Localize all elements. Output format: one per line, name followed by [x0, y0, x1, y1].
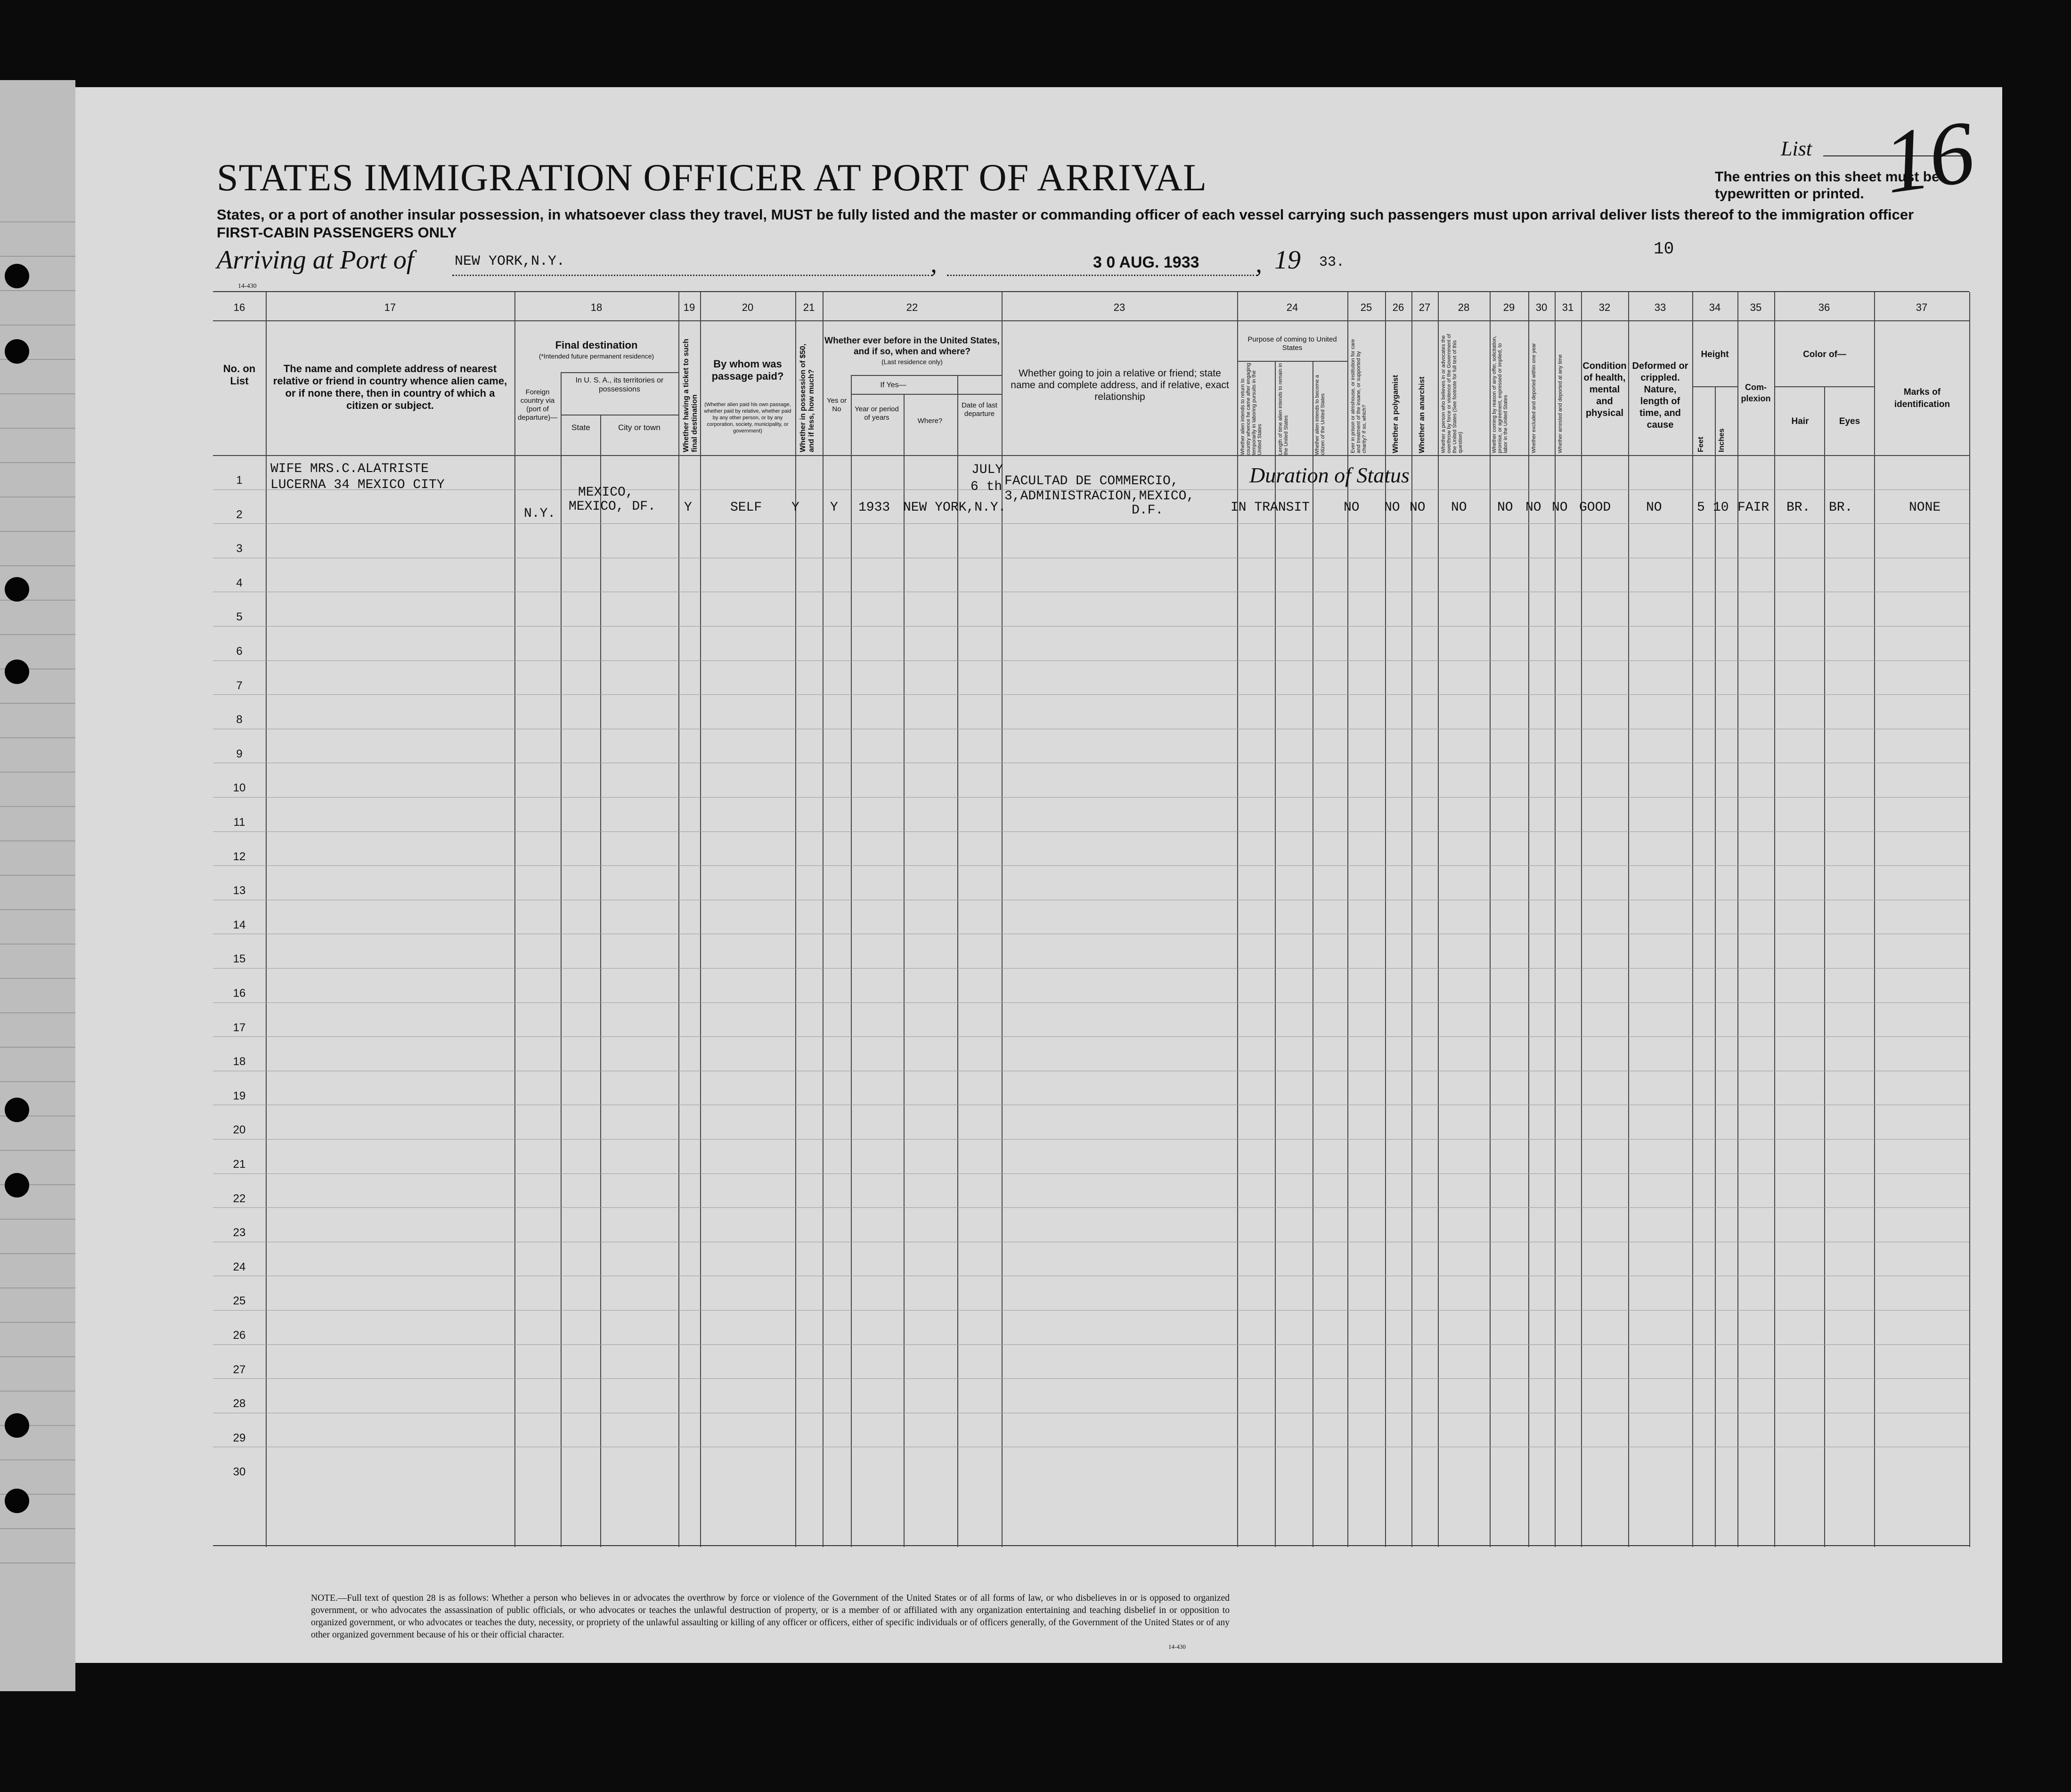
row-rule [213, 1139, 1969, 1140]
header-purpose-citizen: Whether alien intends to become a citizen of the United States [1314, 375, 1326, 455]
relative-address: LUCERNA 34 MEXICO CITY [270, 478, 445, 492]
row-rule [213, 1173, 1969, 1174]
row-number: 6 [236, 645, 243, 658]
year-value: 1933 [858, 500, 890, 515]
row-number: 23 [233, 1226, 246, 1239]
binder-rule [0, 565, 75, 566]
arrival-date: 3 0 AUG. 1933 [1093, 253, 1199, 271]
row-rule [213, 968, 1969, 969]
binder-rule [0, 909, 75, 910]
column-number: 29 [1503, 301, 1515, 313]
row-number: 16 [233, 987, 246, 1000]
row-rule [213, 797, 1969, 798]
punch-hole [5, 1489, 29, 1513]
punch-hole [5, 1173, 29, 1197]
header-hair: Hair [1791, 416, 1809, 426]
relative-name: WIFE MRS.C.ALATRISTE [270, 462, 429, 476]
column-number: 25 [1360, 301, 1372, 313]
comma: , [1256, 249, 1262, 278]
binder-rule [0, 944, 75, 945]
row-number: 29 [233, 1431, 246, 1444]
punch-hole [5, 660, 29, 684]
binder-rule [0, 737, 75, 738]
header-purpose: Purpose of coming to United States [1247, 335, 1337, 352]
row-number: 2 [236, 508, 243, 521]
year-suffix: 33. [1319, 254, 1345, 270]
header-state: State [571, 423, 590, 432]
column-rule [1774, 292, 1775, 1547]
column-rule [1737, 292, 1738, 1547]
row-number: 28 [233, 1397, 246, 1410]
form-code: 14-430 [238, 283, 257, 290]
list-note: The entries on this sheet must be typewritten or printed. [1715, 169, 1940, 202]
joining-line-1: FACULTAD DE COMMERCIO, [1004, 474, 1179, 489]
column-rule [266, 292, 267, 1547]
column-rule [1237, 292, 1238, 1547]
row-number: 3 [236, 542, 243, 555]
header-subrule [851, 394, 1002, 395]
column-number: 32 [1598, 301, 1611, 313]
header-deported: Whether arrested and deported at any time [1557, 354, 1563, 453]
labor-value: NO [1497, 500, 1513, 515]
header-purpose-return: Whether alien intends to return to country whence he came after engaging temporarily in laboring pursuits in the United States [1240, 363, 1263, 455]
binder-rule [0, 221, 75, 222]
binder-rule [0, 703, 75, 704]
header-purpose-length: Length of time alien intends to remain in the United States [1278, 363, 1289, 455]
row-number: 30 [233, 1466, 246, 1479]
joining-line-3: D.F. [1132, 503, 1164, 518]
column-rule [1438, 292, 1439, 1547]
joining-line-2: 3,ADMINISTRACION,MEXICO, [1004, 489, 1195, 504]
instruction-line: States, or a port of another insular possession, in whatsoever class they travel, MUST be fully listed and the master or commanding officer of each vessel carrying such passengers must upon arrival deliver lists thereof to the immigration officer [217, 206, 1914, 223]
header-prison: Ever in prison or almshouse, or institution for care and treatment of the insane, or supported by charity? If so, which? [1350, 339, 1367, 453]
header-health: Condition of health, mental and physical [1582, 361, 1627, 418]
health-value: GOOD [1579, 500, 1611, 515]
header-overthrow: Whether a person who believes in or advocates the overthrow by force or violence of the Government of the United States (See footnote for full text of this question) [1441, 334, 1463, 453]
subcolumn-rule [904, 394, 905, 1547]
footnote: NOTE.—Full text of question 28 is as follows: Whether a person who believes in or advocates the overthrow by force or violence of the Government of the United States or of all forms of law, or who disbelieves in or is opposed to organized government, or who advocates the assassination of public officials, or who advocates or teaches the unlawful destruction of property, or is a member of or affiliated with any organization entertaining and teaching disbelief in or opposition to organized government, or who advocates or teaches the duty, necessity, or propriety of the unlawful assaulting or killing of any officer or officers, either of specific individuals or of officers generally, of the Government of the United States or of any other organized government because of his or their official character. [311, 1593, 1230, 1640]
subcolumn-rule [851, 375, 852, 1547]
header-feet: Feet [1697, 437, 1705, 452]
binder-rule [0, 325, 75, 326]
fifty-dollars-value: Y [791, 500, 799, 515]
binder-rule [0, 1563, 75, 1564]
last-departure-day: 6 th [970, 480, 1003, 494]
column-number: 21 [803, 301, 815, 313]
feet-value: 5 [1697, 500, 1705, 515]
row-number: 10 [233, 782, 246, 795]
header-ever-in-us: Whether ever before in the United States, and if so, when and where? [824, 336, 1000, 357]
destination-city: MEXICO, DF. [569, 499, 656, 514]
inches-value: 10 [1713, 500, 1729, 515]
header-marks: Marks of identification [1894, 387, 1950, 409]
column-number: 28 [1458, 301, 1470, 313]
year-prefix: 19 [1274, 245, 1301, 275]
column-rule [1692, 292, 1693, 1547]
purpose-handwritten: Duration of Status [1249, 463, 1410, 487]
binder-rule [0, 772, 75, 773]
row-number: 26 [233, 1329, 246, 1342]
subcolumn-rule [561, 372, 562, 1547]
header-if-yes: If Yes— [880, 381, 906, 389]
column-number: 23 [1113, 301, 1125, 313]
destination-country: MEXICO, [578, 485, 634, 500]
port-underline [452, 275, 933, 276]
header-polygamist: Whether a polygamist [1392, 375, 1400, 453]
binder-rule [0, 1150, 75, 1151]
binder-rule [0, 1459, 75, 1460]
row-number: 24 [233, 1260, 246, 1273]
row-number: 8 [236, 713, 243, 726]
header-deformed: Deformed or crippled. Nature, length of time, and cause [1632, 361, 1688, 430]
binder-rule [0, 634, 75, 635]
binder-rule [0, 978, 75, 979]
manifest-table [213, 291, 1969, 1546]
row-number: 20 [233, 1124, 246, 1137]
header-excluded: Whether excluded and deported within one year [1531, 343, 1537, 453]
binder-rule [0, 1047, 75, 1048]
row-number: 18 [233, 1055, 246, 1068]
row-number: 7 [236, 679, 243, 692]
polygamist-value: NO [1384, 500, 1400, 515]
column-rule [514, 292, 515, 1547]
binder-rule [0, 1253, 75, 1254]
ever-in-us-value: Y [830, 500, 838, 515]
binder-rule [0, 840, 75, 841]
row-number: 14 [233, 918, 246, 931]
binder-rule [0, 393, 75, 394]
header-final-destination: Final destination [555, 339, 638, 351]
marks-value: NONE [1909, 500, 1941, 515]
subcolumn-rule [1715, 386, 1716, 1547]
header-color-of: Color of— [1803, 350, 1846, 359]
row-number: 11 [233, 816, 245, 829]
punch-hole [5, 577, 29, 602]
row-rule [213, 1207, 1969, 1208]
row-number: 17 [233, 1021, 246, 1034]
row-number: 22 [233, 1192, 246, 1205]
row-number: 13 [233, 884, 246, 897]
column-number: 30 [1535, 301, 1548, 313]
header-subrule [1692, 386, 1737, 387]
header-complexion: Com- plexion [1741, 383, 1771, 403]
purpose-value: IN TRANSIT [1231, 500, 1310, 515]
column-rule [1490, 292, 1491, 1547]
header-subrule [1237, 361, 1347, 362]
punch-hole [5, 264, 29, 288]
header-in-usa: In U. S. A., its territories or possessions [575, 376, 664, 393]
header-yes-no: Yes or No [827, 397, 847, 413]
header-subrule [561, 372, 678, 373]
header-foreign-country: Foreign country via (port of departure)— [517, 388, 558, 422]
binder-rule [0, 462, 75, 463]
header-no-on-list: No. on List [223, 363, 256, 387]
row-number: 27 [233, 1363, 246, 1376]
column-number: 22 [906, 301, 918, 313]
row-number: 9 [236, 747, 243, 760]
row-number: 21 [233, 1158, 246, 1171]
header-where: Where? [917, 417, 943, 425]
header-height: Height [1701, 350, 1729, 359]
binder-rule [0, 1219, 75, 1220]
header-last-departure: Date of last departure [962, 401, 997, 418]
column-number: 36 [1818, 301, 1830, 313]
binder-rule [0, 1528, 75, 1529]
binder-rule [0, 1287, 75, 1288]
header-inches: Inches [1718, 428, 1726, 452]
header-final-destination-note: (*Intended future permanent residence) [538, 352, 654, 360]
header-rule [213, 320, 1969, 321]
cabin-class-line: FIRST-CABIN PASSENGERS ONLY [217, 224, 457, 241]
row-rule [213, 1378, 1969, 1379]
row-rule [213, 523, 1969, 524]
binder-rule [0, 1322, 75, 1323]
column-rule [1581, 292, 1582, 1547]
row-rule [213, 1002, 1969, 1003]
hair-value: BR. [1786, 500, 1810, 515]
column-rule [1528, 292, 1529, 1547]
subcolumn-rule [600, 415, 601, 1547]
column-rule [823, 292, 824, 1547]
port-value: NEW YORK,N.Y. [455, 253, 565, 269]
column-number: 19 [683, 301, 695, 313]
punch-hole [5, 1413, 29, 1438]
header-joining: Whether going to join a relative or friend; state name and complete address, and if relative, exact relationship [1011, 368, 1229, 402]
column-rule [795, 292, 796, 1547]
column-number: 26 [1392, 301, 1404, 313]
column-rule [678, 292, 679, 1547]
row-rule [213, 660, 1969, 661]
row-number: 5 [236, 611, 243, 624]
row-number: 12 [233, 850, 246, 863]
binder-rule [0, 875, 75, 876]
punch-hole [5, 1098, 29, 1122]
date-underline [947, 275, 1258, 276]
comma: , [930, 249, 937, 278]
header-rule [213, 455, 1969, 456]
column-rule [1969, 292, 1970, 1547]
column-number: 17 [384, 301, 396, 313]
column-number: 27 [1419, 301, 1431, 313]
binder-strip [0, 80, 75, 1691]
binder-rule [0, 428, 75, 429]
list-number: 16 [1878, 102, 1981, 213]
header-subrule [1774, 386, 1874, 387]
row-rule [213, 1036, 1969, 1037]
binder-rule [0, 1356, 75, 1357]
column-number: 16 [233, 301, 245, 313]
binder-rule [0, 806, 75, 807]
punch-hole [5, 339, 29, 364]
column-number: 37 [1916, 301, 1928, 313]
binder-rule [0, 531, 75, 532]
header-passage-note: (Whether alien paid his own passage, whether paid by relative, whether paid by any other person, or by any corporation, society, municipality, or government) [704, 402, 791, 434]
header-anarchist: Whether an anarchist [1418, 376, 1426, 453]
binder-rule [0, 1012, 75, 1013]
foreign-port: N.Y. [524, 506, 556, 521]
arriving-label: Arriving at Port of [217, 245, 414, 275]
row-rule [213, 694, 1969, 695]
binder-rule [0, 290, 75, 291]
column-number: 34 [1709, 301, 1721, 313]
subcolumn-rule [1824, 386, 1825, 1547]
column-rule [1628, 292, 1629, 1547]
where-value: NEW YORK,N.Y. [903, 500, 1006, 515]
row-rule [213, 1310, 1969, 1311]
row-rule [213, 626, 1969, 627]
subcolumn-rule [957, 375, 958, 1547]
header-eyes: Eyes [1839, 416, 1860, 426]
header-passage-paid: By whom was passage paid? [711, 358, 784, 382]
header-relative-address: The name and complete address of nearest relative or friend in country whence alien came, or if none there, then in country of which a citizen or subject. [273, 363, 507, 411]
eyes-value: BR. [1829, 500, 1853, 515]
column-rule [1874, 292, 1875, 1547]
column-number: 35 [1750, 301, 1762, 313]
corner-mark: 10 [1654, 239, 1674, 259]
row-rule [213, 865, 1969, 866]
column-number: 33 [1654, 301, 1666, 313]
row-number: 15 [233, 953, 246, 966]
row-number: 1 [236, 474, 243, 487]
column-rule [1555, 292, 1556, 1547]
row-number: 25 [233, 1295, 246, 1308]
footnote-code: 14-430 [1168, 1643, 1186, 1650]
row-rule [213, 1344, 1969, 1345]
overthrow-value: NO [1451, 500, 1467, 515]
excluded-value: NO [1525, 500, 1541, 515]
row-number: 19 [233, 1089, 246, 1102]
ticket-value: Y [684, 500, 692, 515]
column-number: 18 [590, 301, 603, 313]
header-city: City or town [618, 423, 660, 432]
deported-value: NO [1552, 500, 1568, 515]
header-year: Year or period of years [855, 405, 899, 422]
binder-rule [0, 1391, 75, 1392]
column-rule [1411, 292, 1412, 1547]
prison-value: NO [1344, 500, 1360, 515]
row-rule [213, 831, 1969, 832]
binder-rule [0, 256, 75, 257]
page-title: STATES IMMIGRATION OFFICER AT PORT OF ARRIVAL [217, 156, 1207, 199]
row-number: 4 [236, 576, 243, 589]
header-labor-offer: Whether coming by reason of any offer, solicitation, promise, or agreement, expressed or implied, to labor in the United States [1492, 335, 1508, 453]
anarchist-value: NO [1410, 500, 1426, 515]
last-departure-month: JULY [971, 463, 1003, 477]
header-last-residence: (Last residence only) [881, 358, 943, 366]
binder-rule [0, 1081, 75, 1082]
column-rule [700, 292, 701, 1547]
column-number: 24 [1286, 301, 1298, 313]
list-label: List [1781, 137, 1812, 160]
complexion-value: FAIR [1737, 500, 1769, 515]
column-number: 31 [1562, 301, 1574, 313]
passage-paid-value: SELF [730, 500, 762, 515]
header-subrule [851, 375, 1002, 376]
deformed-value: NO [1646, 500, 1662, 515]
header-fifty-dollars: Whether in possession of $50, and if less, how much? [799, 343, 815, 452]
subcolumn-rule [1275, 361, 1276, 1547]
column-number: 20 [742, 301, 754, 313]
header-ticket: Whether having a ticket to such final destination [682, 339, 699, 452]
